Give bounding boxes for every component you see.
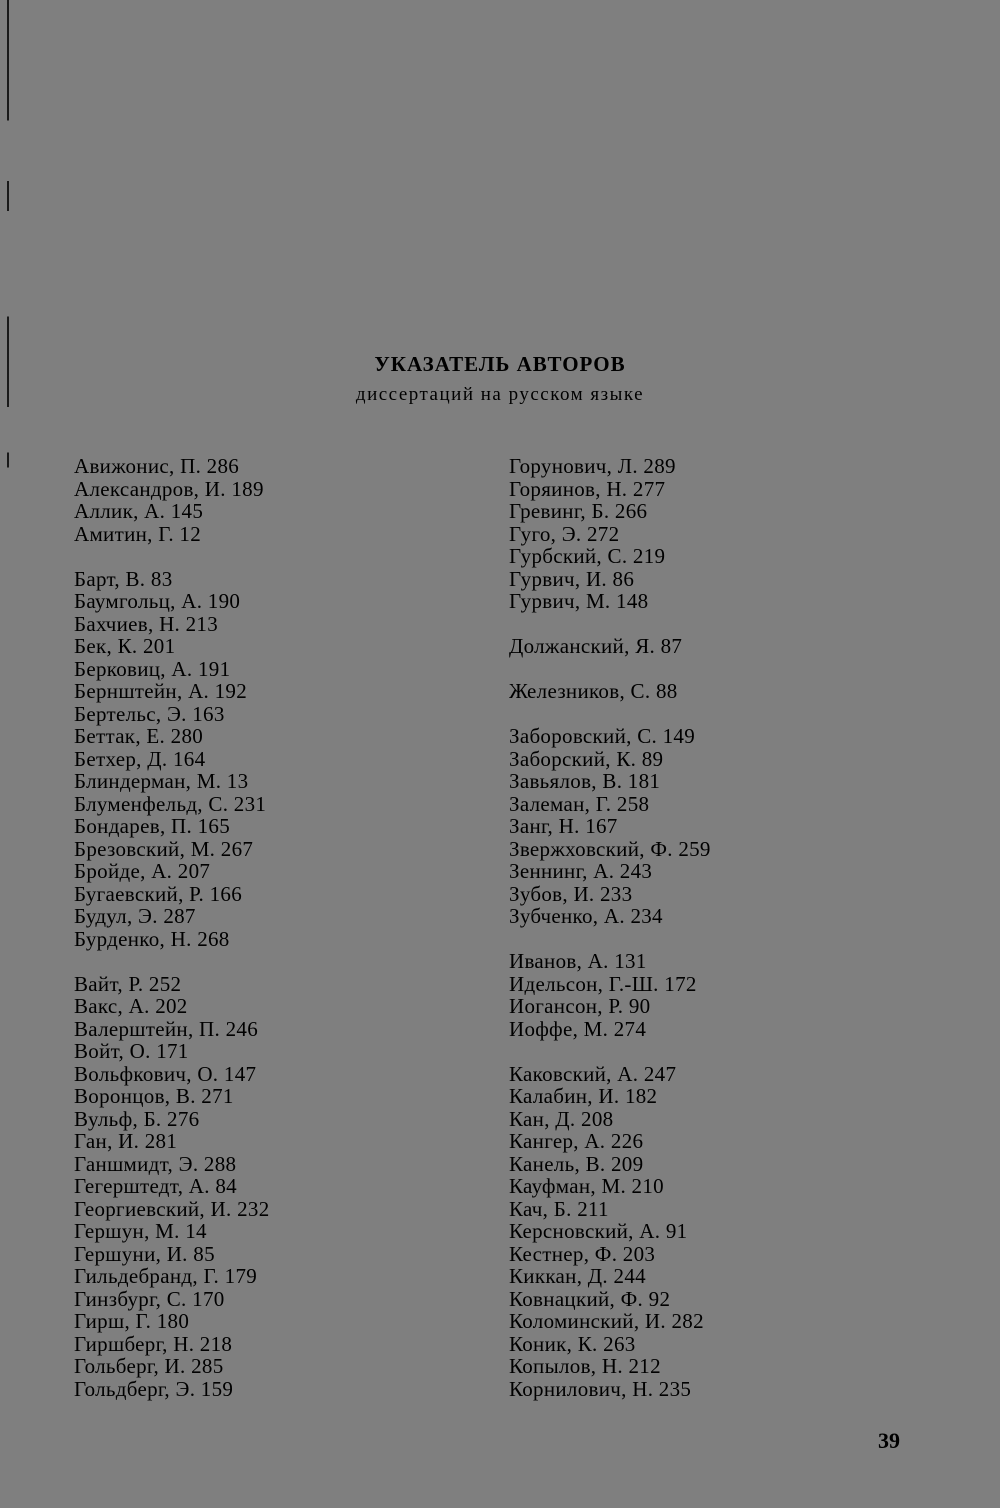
author-index-entry: Аллик, А. 145 xyxy=(74,499,204,523)
author-index-entry: Иванов, А. 131 xyxy=(509,949,647,973)
author-index-entry: Георгиевский, И. 232 xyxy=(74,1196,270,1221)
author-index-entry: Берковиц, А. 191 xyxy=(74,656,231,681)
author-index-entry: Гегерштедт, А. 84 xyxy=(74,1174,237,1198)
author-index-entry: Коломинский, И. 282 xyxy=(509,1309,704,1333)
index-letter-group xyxy=(74,568,494,951)
author-index-entry: Баумгольц, А. 190 xyxy=(74,589,241,613)
author-index-entry: Горяинов, Н. 277 xyxy=(509,476,666,501)
author-index-entry: Гурвич, М. 148 xyxy=(509,589,649,613)
author-index-entry: Зубов, И. 233 xyxy=(509,881,633,906)
author-index-entry: Бертельс, Э. 163 xyxy=(74,701,225,726)
author-index-entry: Кангер, А. 226 xyxy=(509,1129,644,1153)
author-index-entry: Иогансон, Р. 90 xyxy=(509,994,651,1018)
author-index-entry: Гурбский, С. 219 xyxy=(509,544,666,568)
author-index-entry: Гершун, М. 14 xyxy=(74,1219,207,1243)
author-index-entry: Воронцов, В. 271 xyxy=(74,1084,234,1108)
author-index-entry: Беттак, Е. 280 xyxy=(74,724,204,748)
author-index-entry: Гурвич, И. 86 xyxy=(509,566,635,591)
author-index-entry: Заборский, К. 89 xyxy=(509,746,664,771)
index-letter-group xyxy=(509,950,929,1040)
author-index-entry: Кач, Б. 211 xyxy=(509,1196,609,1221)
author-index-entry: Вольфкович, О. 147 xyxy=(74,1061,257,1086)
author-index-entry: Гильдебранд, Г. 179 xyxy=(74,1264,258,1288)
index-letter-group xyxy=(509,680,929,703)
author-index-entry: Вакс, А. 202 xyxy=(74,994,188,1018)
author-index-entry: Будул, Э. 287 xyxy=(74,904,196,928)
author-index-entry: Киккан, Д. 244 xyxy=(509,1264,646,1288)
author-index-entry: Канель, В. 209 xyxy=(509,1151,644,1176)
author-index-entry: Звержховский, Ф. 259 xyxy=(509,836,711,861)
index-column-left xyxy=(74,455,494,1423)
author-index-entry: Кауфман, М. 210 xyxy=(509,1174,664,1198)
author-index-entry: Кестнер, Ф. 203 xyxy=(509,1241,656,1266)
author-index-entry: Копылов, Н. 212 xyxy=(509,1354,661,1378)
author-index-entry: Бугаевский, Р. 166 xyxy=(74,881,243,906)
author-index-entry: Вайт, Р. 252 xyxy=(74,971,182,996)
author-index-entry: Блуменфельд, С. 231 xyxy=(74,791,267,816)
page-number: 39 xyxy=(878,1428,900,1453)
author-index-entry: Бернштейн, А. 192 xyxy=(74,679,248,703)
index-letter-group xyxy=(74,455,494,545)
author-index-entry: Бурденко, Н. 268 xyxy=(74,926,230,951)
page-title: УКАЗАТЕЛЬ АВТОРОВ xyxy=(374,352,626,376)
author-index-entry: Бройде, А. 207 xyxy=(74,859,211,883)
author-index-entry: Барт, В. 83 xyxy=(74,566,173,591)
index-letter-group xyxy=(509,455,929,613)
index-letter-group xyxy=(509,635,929,658)
author-index-entry: Гольберг, И. 285 xyxy=(74,1354,224,1378)
index-letter-group xyxy=(509,725,929,928)
author-index-entry: Брезовский, М. 267 xyxy=(74,836,254,861)
index-letter-group xyxy=(509,1063,929,1401)
author-index-entry: Завьялов, В. 181 xyxy=(509,769,661,793)
index-column-right xyxy=(509,455,929,1423)
author-index-entry: Должанский, Я. 87 xyxy=(509,634,683,658)
author-index-entry: Иоффе, М. 274 xyxy=(509,1016,647,1041)
author-index-entry: Бек, К. 201 xyxy=(74,634,176,658)
page-subtitle: диссертаций на русском языке xyxy=(355,384,645,405)
author-index-entry: Ган, И. 281 xyxy=(74,1129,178,1153)
author-index-entry: Войт, О. 171 xyxy=(74,1039,189,1063)
author-index-entry: Ковнацкий, Ф. 92 xyxy=(509,1286,671,1311)
author-index-entry: Калабин, И. 182 xyxy=(509,1084,658,1108)
author-index-entry: Зеннинг, А. 243 xyxy=(509,859,653,883)
index-letter-group xyxy=(74,973,494,1401)
author-index-entry: Железников, С. 88 xyxy=(509,679,678,703)
author-index-entry: Вульф, Б. 276 xyxy=(74,1106,200,1131)
author-index-entry: Бахчиев, Н. 213 xyxy=(74,611,219,636)
author-index-entry: Гревинг, Б. 266 xyxy=(509,499,648,523)
author-index-entry: Корнилович, Н. 235 xyxy=(509,1376,692,1401)
author-index-entry: Идельсон, Г.-Ш. 172 xyxy=(509,971,697,996)
author-index-entry: Кан, Д. 208 xyxy=(509,1106,614,1131)
author-index-entry: Гинзбург, С. 170 xyxy=(74,1286,225,1311)
author-index-entry: Заборовский, С. 149 xyxy=(509,724,696,748)
author-index-entry: Амитин, Г. 12 xyxy=(74,521,202,546)
author-index-entry: Бондарев, П. 165 xyxy=(74,814,231,838)
author-index-entry: Ганшмидт, Э. 288 xyxy=(74,1151,237,1176)
author-index-entry: Каковский, А. 247 xyxy=(509,1061,677,1086)
author-index-entry: Занг, Н. 167 xyxy=(509,814,618,838)
author-index-entry: Валерштейн, П. 246 xyxy=(74,1016,259,1041)
author-index-entry: Горунович, Л. 289 xyxy=(509,454,676,478)
author-index-entry: Гиршберг, Н. 218 xyxy=(74,1331,233,1356)
author-index-entry: Блиндерман, М. 13 xyxy=(74,769,249,793)
author-index-entry: Гуго, Э. 272 xyxy=(509,521,620,546)
author-index-entry: Гирш, Г. 180 xyxy=(74,1309,190,1333)
author-index-entry: Залеман, Г. 258 xyxy=(509,791,650,816)
page-edge-rule xyxy=(7,0,9,1508)
author-index-entry: Керсновский, А. 91 xyxy=(509,1219,688,1243)
author-index-entry: Авижонис, П. 286 xyxy=(74,454,240,478)
author-index-entry: Гершуни, И. 85 xyxy=(74,1241,215,1266)
author-index-entry: Бетхер, Д. 164 xyxy=(74,746,206,771)
author-index-entry: Коник, К. 263 xyxy=(509,1331,636,1356)
author-index-entry: Александров, И. 189 xyxy=(74,476,264,501)
author-index-entry: Гольдберг, Э. 159 xyxy=(74,1376,234,1401)
author-index-entry: Зубченко, А. 234 xyxy=(509,904,663,928)
